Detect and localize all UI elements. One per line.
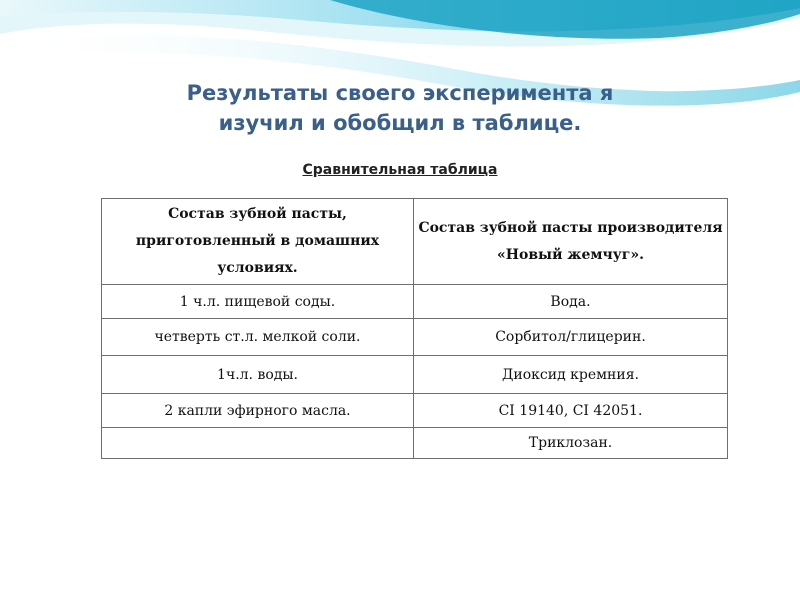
title-line-2: изучил и обобщил в таблице. [218,111,582,135]
table-header-row [102,199,728,285]
cell-manufacturer: Триклозан. [414,428,728,459]
table-row [102,356,728,394]
cell-manufacturer: Диоксид кремния. [414,356,728,394]
cell-manufacturer: CI 19140, CI 42051. [414,394,728,428]
cell-homemade: 1ч.л. воды. [102,356,414,394]
header-homemade: Состав зубной пасты, приготовленный в домашних условиях. [102,199,414,285]
title-line-1: Результаты своего эксперимента я [186,81,614,105]
cell-homemade: четверть ст.л. мелкой соли. [102,319,414,356]
header-manufacturer: Состав зубной пасты производителя «Новый жемчуг». [414,199,728,285]
table-row [102,428,728,459]
cell-manufacturer: Сорбитол/глицерин. [414,319,728,356]
table-caption: Сравнительная таблица [302,162,498,178]
table-row [102,319,728,356]
table-row [102,394,728,428]
table-row [102,285,728,319]
cell-homemade: 2 капли эфирного масла. [102,394,414,428]
cell-homemade [102,428,414,459]
comparison-table [101,198,728,459]
cell-manufacturer: Вода. [414,285,728,319]
slide-title [150,78,650,138]
cell-homemade: 1 ч.л. пищевой соды. [102,285,414,319]
